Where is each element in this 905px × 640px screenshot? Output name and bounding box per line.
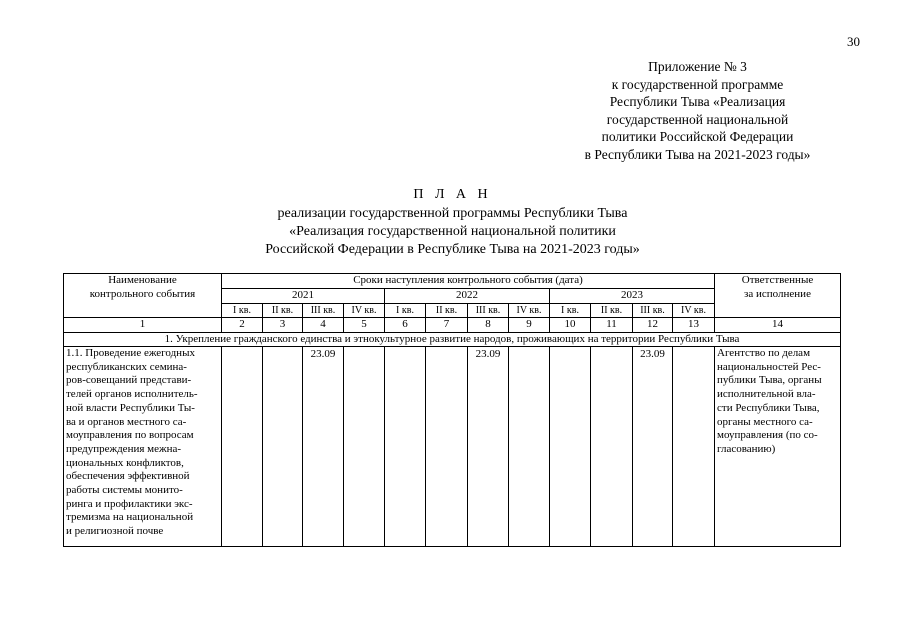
event-name-line: ринга и профилактики экс- — [66, 497, 193, 510]
appendix-line: Приложение № 3 — [648, 59, 747, 74]
column-number: 4 — [303, 318, 344, 333]
event-name-line: и религиозной почве — [66, 525, 164, 538]
header-quarter: I кв. — [550, 303, 591, 318]
event-name-line: обеспечения эффективной — [66, 470, 190, 483]
table-row — [64, 347, 841, 547]
header-year: 2022 — [385, 289, 550, 304]
header-quarter: I кв. — [385, 303, 426, 318]
header-quarter: I кв. — [222, 303, 263, 318]
header-quarter: II кв. — [591, 303, 633, 318]
event-name-line: циональных конфликтов, — [66, 456, 184, 469]
column-number: 13 — [673, 318, 715, 333]
date-cell — [591, 347, 633, 547]
event-name-line: 1.1. Проведение ежегодных — [66, 347, 195, 359]
header-responsible-line: за исполнение — [744, 287, 811, 300]
header-event-name-line: Наименование — [108, 274, 177, 286]
column-number: 10 — [550, 318, 591, 333]
column-number: 14 — [715, 318, 841, 333]
appendix-header — [565, 58, 830, 163]
plan-subtitle-line: Российской Федерации в Республике Тыва на 2021-2023 годы» — [265, 242, 640, 257]
date-cell — [673, 347, 715, 547]
appendix-line: политики Российской Федерации — [601, 129, 794, 144]
header-quarter: III кв. — [468, 303, 509, 318]
page-number: 30 — [847, 34, 860, 49]
date-cell — [344, 347, 385, 547]
column-number: 6 — [385, 318, 426, 333]
date-cell — [385, 347, 426, 547]
date-cell — [550, 347, 591, 547]
column-number: 8 — [468, 318, 509, 333]
event-name-line: тремизма на национальной — [66, 511, 194, 524]
header-responsible-line: Ответственные — [741, 274, 814, 286]
column-number: 5 — [344, 318, 385, 333]
responsible-line: гласованию) — [717, 442, 776, 455]
responsible-line: органы местного са- — [717, 415, 813, 428]
plan-title: П Л А Н — [413, 187, 492, 202]
header-quarter: IV кв. — [673, 303, 715, 318]
header-year: 2021 — [222, 289, 385, 304]
responsible-line: сти Республики Тыва, — [717, 401, 820, 414]
responsible-line: Агентство по делам — [717, 347, 811, 359]
header-quarter: II кв. — [263, 303, 303, 318]
header-responsible — [715, 274, 841, 318]
date-cell: 23.09 — [303, 347, 344, 547]
event-name-line: телей органов исполнитель- — [66, 388, 198, 401]
header-quarter: IV кв. — [344, 303, 385, 318]
appendix-line: Республики Тыва «Реализация — [609, 94, 786, 109]
header-quarter: III кв. — [303, 303, 344, 318]
event-name-line: республиканских семина- — [66, 360, 187, 373]
event-name-line: работы системы монито- — [66, 484, 183, 497]
date-cell — [426, 347, 468, 547]
header-year: 2023 — [550, 289, 715, 304]
responsible-line: моуправления (по со- — [717, 429, 818, 442]
appendix-line: в Республики Тыва на 2021-2023 годы» — [584, 146, 811, 162]
plan-subtitle-line: реализации государственной программы Республики Тыва — [277, 206, 628, 221]
column-number: 9 — [509, 318, 550, 333]
plan-subtitle-line: «Реализация государственной национальной политики — [289, 224, 616, 239]
column-number: 3 — [263, 318, 303, 333]
section-title: 1. Укрепление гражданского единства и этнокультурное развитие народов, проживающих на территории Республики Тыва — [64, 332, 841, 347]
date-cell: 23.09 — [468, 347, 509, 547]
date-cell — [222, 347, 263, 547]
column-number: 1 — [64, 318, 222, 333]
plan-subtitle — [0, 205, 905, 259]
column-number: 12 — [633, 318, 673, 333]
responsible-line: исполнительной вла- — [717, 388, 816, 401]
responsible-cell — [715, 347, 841, 547]
header-terms: Сроки наступления контрольного события (дата) — [222, 274, 715, 289]
column-number: 7 — [426, 318, 468, 333]
column-number: 11 — [591, 318, 633, 333]
event-name-line: ной власти Республики Ты- — [66, 401, 195, 414]
date-cell: 23.09 — [633, 347, 673, 547]
date-cell — [509, 347, 550, 547]
event-name-line: моуправления по вопросам — [66, 429, 194, 442]
appendix-line: государственной национальной — [606, 111, 789, 127]
date-cell — [263, 347, 303, 547]
header-quarter: II кв. — [426, 303, 468, 318]
event-name-line: ва и органов местного са- — [66, 415, 187, 428]
plan-table — [63, 273, 841, 547]
event-name-cell — [64, 347, 222, 547]
header-quarter: IV кв. — [509, 303, 550, 318]
header-event-name — [64, 274, 222, 318]
appendix-line: к государственной программе — [611, 76, 784, 92]
header-event-name-line: контрольного события — [89, 287, 196, 300]
header-quarter: III кв. — [633, 303, 673, 318]
column-number: 2 — [222, 318, 263, 333]
responsible-line: публики Тыва, органы — [717, 374, 822, 387]
event-name-line: предупреждения межна- — [66, 442, 182, 455]
event-name-line: ров-совещаний представи- — [66, 374, 192, 387]
responsible-line: национальностей Рес- — [717, 360, 821, 373]
